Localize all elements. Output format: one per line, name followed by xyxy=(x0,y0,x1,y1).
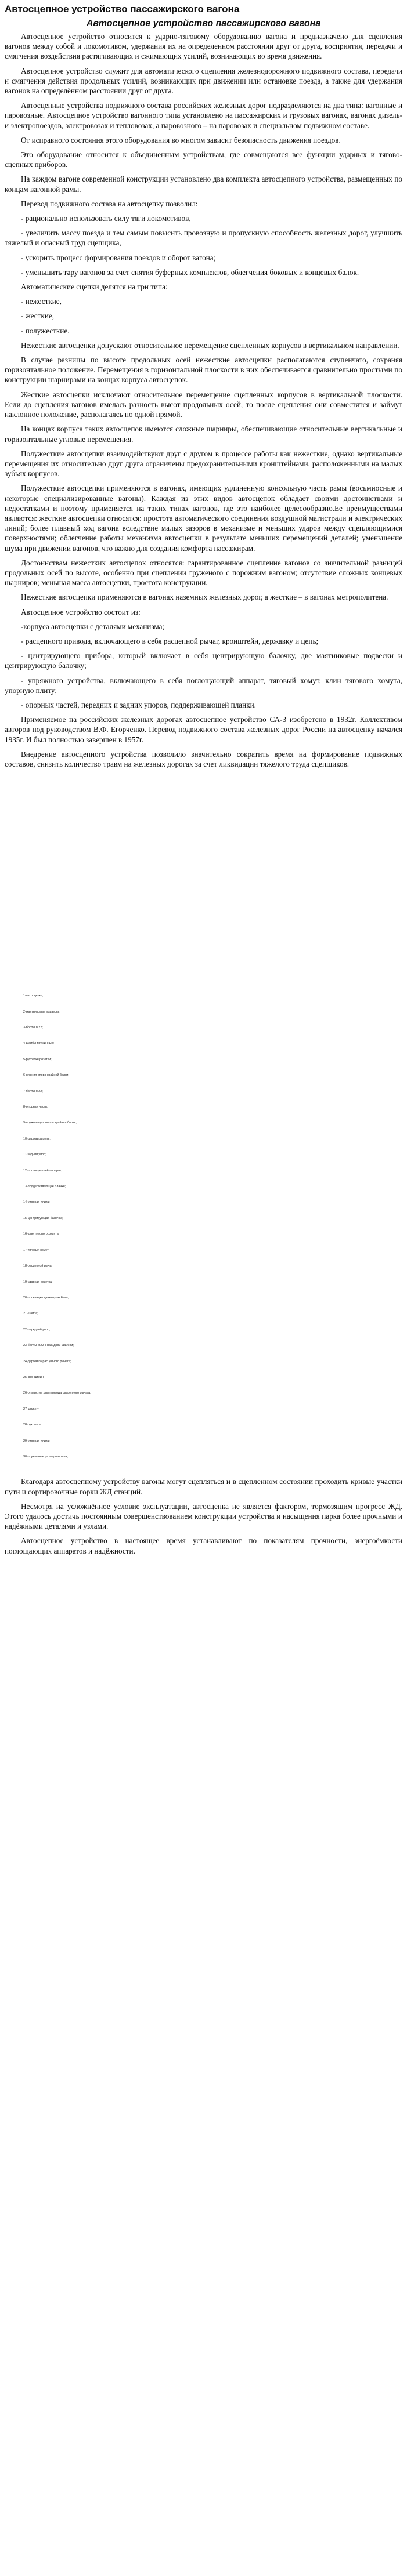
legend-item: 22-передний упор; xyxy=(23,1327,51,1331)
body-text-top xyxy=(5,31,402,769)
paragraph: Применяемое на российских железных дорогах автосцепное устройство СА-3 изобретено в 1932г. Коллективом авторов под руководством В.Ф. Егорченко. Перевод подвижного состава железных дорог России на автосцепку начался 1935г. И был полностью завершен в 1957г. xyxy=(5,715,402,744)
page-subtitle: Автосцепное устройство пассажирского вагона xyxy=(86,19,321,28)
paragraph: Достоинствам нежестких автосцепок относятся: гарантированное сцепление вагонов со значительной разницей продольных осей по высоте, особенно при сцеплении груженого с порожним вагоном; отсутствие сложных концевых шарниров; меньшая масса автосцепки, простота конструкции. xyxy=(5,558,402,587)
legend-item: 24-державка расцепного рычага; xyxy=(23,1359,71,1363)
figure-legend xyxy=(5,988,402,1465)
legend-item: 26-отверстие для привода расцепного рычага; xyxy=(23,1391,91,1395)
paragraph: Автосцепные устройства подвижного состава российских железных дорог подразделяются на два типа: вагонные и паровозные. Автосцепное устройство вагонного типа установлено на пассажирских и грузовых вагонах, вагонах дизель- и электропоездов, электровозах и тепловозах, а паровозного – на паровозах и специальном подвижном составе. xyxy=(5,101,402,130)
paragraph: Автоматические сцепки делятся на три типа: xyxy=(21,282,168,292)
paragraph: Автосцепное устройство служит для автоматического сцепления железнодорожного подвижного состава, передачи и смягчения действия продольных усилий, возникающих при движении или остановке поезда, а также для удержания вагонов на определённом расстоянии друг от друга. xyxy=(5,66,402,96)
legend-item: 23-болты М22 с накидной шайбой; xyxy=(23,1344,74,1348)
legend-item: 25-кронштейн; xyxy=(23,1375,45,1379)
list-item: - увеличить массу поезда и тем самым повысить провозную и пропускную способность железных дорог, улучшить тяжелый и опасный труд сцепщика, xyxy=(5,228,402,248)
list-item: - рационально использовать силу тяги локомотивов, xyxy=(21,214,191,223)
paragraph: Полужесткие автосцепки применяются в вагонах, имеющих удлиненную консольную часть рамы (восьмиосные и некоторые специализированные вагоны). Каждая из этих видов автосцепок обладает своими достоинствами и недостатками и поэтому применяется на таких типах вагонов, где это наиболее целесообразно.Ее преимуществами являются: жесткие автосцепки относятся: простота автоматического соединения воздушной магистрали и электрических линий; более плавный ход вагона вследствие малых зазоров в механизме и меньших ударов между сцепляющимися поверхностями; облегчение работы механизма автосцепки в результате меньших перемещений деталей; уменьшение шума при движении вагонов, что важно для создания комфорта пассажирам. xyxy=(5,484,402,553)
paragraph: На каждом вагоне современной конструкции установлено два комплекта автосцепного устройства, размещенных по концам вагонной рамы. xyxy=(5,175,402,194)
list-item: - полужесткие. xyxy=(21,326,70,335)
body-text-bottom xyxy=(5,1476,402,1555)
paragraph: Автосцепное устройство относится к ударно-тяговому оборудованию вагона и предназначено для сцепления вагонов между собой и локомотивом, удержания их на определенном расстоянии друг от друга, восприятия, передачи и смягчения воздействия растягивающих и сжимающих усилий, возникающих во время движения. xyxy=(5,32,402,61)
list-item: - нежесткие, xyxy=(21,297,62,306)
list-item: - опорных частей, передних и задних упоров, поддерживающей планки. xyxy=(21,700,256,709)
legend-item: 7-болты М22; xyxy=(23,1089,43,1093)
figure-area xyxy=(5,774,402,988)
paragraph: В случае разницы по высоте продольных осей нежесткие автосцепки располагаются ступенчато, сохраняя горизонтальное положение. Перемещения в горизонтальной плоскости в них обеспечивается сравнительно простыми по конструкции шарнирами на концах корпуса автосцепок. xyxy=(5,355,402,384)
legend-item: 12-поглощающий аппарат; xyxy=(23,1169,62,1173)
list-item: - расцепного привода, включающего в себя расцепной рычаг, кронштейн, державку и цепь; xyxy=(21,636,319,645)
legend-item: 6-нижняя опора крайней балки; xyxy=(23,1073,69,1077)
paragraph: Жесткие автосцепки исключают относительное перемещение сцепленных корпусов в вертикальной плоскости. Если до сцепления вагонов имелась разность высот продольных осей, то после сцепления они совместятся и займут наклонное положение, располагаясь по одной прямой. xyxy=(5,390,402,419)
legend-item: 1-автосцепка; xyxy=(23,994,44,998)
list-item: - жесткие, xyxy=(21,311,55,321)
paragraph: Это оборудование относится к объединенным устройствам, где совмещаются все функции ударных и тягово-сцепных приборов. xyxy=(5,150,402,169)
legend-item: 16-клин тягового хомута; xyxy=(23,1232,60,1236)
paragraph: Автосцепное устройство состоит из: xyxy=(21,607,141,616)
legend-item: 4-шайбы пружинные; xyxy=(23,1042,55,1046)
legend-item: 8-опорная часть; xyxy=(23,1105,48,1109)
list-item: - центрирующего прибора, который включает в себя центрирующую балочку, две маятниковые подвески и центрирующую балочку; xyxy=(5,651,402,670)
list-item: - упряжного устройства, включающего в себя поглощающий аппарат, тяговый хомут, клин тягового хомута, упорную плиту; xyxy=(5,676,402,695)
paragraph: Автосцепное устройство в настоящее время устанавливают по показателям прочности, энергоёмкости поглощающих аппаратов и надёжности. xyxy=(5,1536,402,1555)
legend-item: 5-рукоятки розетки; xyxy=(23,1057,52,1061)
paragraph: Благодаря автосцепному устройству вагоны могут сцепляться и в сцепленном состоянии проходить кривые участки пути и сортировочные горки ЖД станций. xyxy=(5,1477,402,1496)
legend-item: 11-задний упор; xyxy=(23,1153,46,1157)
legend-item: 27-шплинт; xyxy=(23,1407,40,1411)
paragraph: От исправного состояния этого оборудования во многом зависит безопасность движения поездов. xyxy=(21,135,341,144)
legend-item: 13-поддерживающие планки; xyxy=(23,1185,66,1189)
legend-item: 17-тяговый хомут; xyxy=(23,1248,50,1252)
paragraph: Несмотря на усложнённое условие эксплуатации, автосцепка не является фактором, тормозящим прогресс ЖД. Этого удалось достичь постоянным совершенствованием конструкции устройства и насыщения парка более прочными и надёжными деталями и узлами. xyxy=(5,1501,402,1531)
legend-item: 29-упорная плита; xyxy=(23,1439,50,1443)
paragraph: Внедрение автосцепного устройства позволило значительно сократить время на формирование подвижных составов, снизить количество травм на железных дорогах за счет ликвидации тяжелого труда сцепщиков. xyxy=(5,749,402,768)
legend-item: 30-пружинные разъединители; xyxy=(23,1454,68,1458)
legend-item: 14-упорная плита; xyxy=(23,1200,50,1204)
paragraph: На концах корпуса таких автосцепок имеются сложные шарниры, обеспечивающие относительные вертикальные и горизонтальные угловые перемещения. xyxy=(5,425,402,444)
list-item: - уменьшить тару вагонов за счет снятия буферных комплектов, облегчения боковых и концевых балок. xyxy=(21,267,359,277)
legend-item: 28-рукоятка; xyxy=(23,1423,42,1427)
page-title: Автосцепное устройство пассажирского вагона xyxy=(5,3,240,14)
paragraph: Нежесткие автосцепки применяются в вагонах наземных железных дорог, а жесткие – в вагонах метрополитена. xyxy=(21,593,388,602)
paragraph: Перевод подвижного состава на автосцепку позволил: xyxy=(21,199,198,208)
legend-item: 3-болты М22; xyxy=(23,1026,43,1029)
paragraph: Нежесткие автосцепки допускают относительное перемещение сцепленных корпусов в вертикальном направлении. xyxy=(21,340,399,350)
legend-item: 18-расцепной рычаг; xyxy=(23,1264,54,1268)
legend-item: 15-центрирующая балочка; xyxy=(23,1216,63,1220)
legend-item: 19-ударная розетка; xyxy=(23,1280,53,1284)
list-item: - ускорить процесс формирования поездов и оборот вагона; xyxy=(21,253,216,262)
legend-item: 9-пружинящая опора крайняя балки; xyxy=(23,1121,77,1125)
list-item: -корпуса автосцепки с деталями механизма; xyxy=(21,622,165,631)
paragraph: Полужесткие автосцепки взаимодействуют друг с другом в процессе работы как нежесткие, однако вертикальные перемещения их относительно друг друга ограничены предохранительными кронштейнами, расположенными на малых зубьях корпусов. xyxy=(5,449,402,478)
legend-item: 2-маятниковые подвески; xyxy=(23,1010,60,1014)
legend-item: 21-шайба; xyxy=(23,1312,38,1316)
legend-item: 20-прокладка диаметром 6 мм; xyxy=(23,1296,69,1300)
legend-item: 10-державка цепи; xyxy=(23,1137,51,1141)
